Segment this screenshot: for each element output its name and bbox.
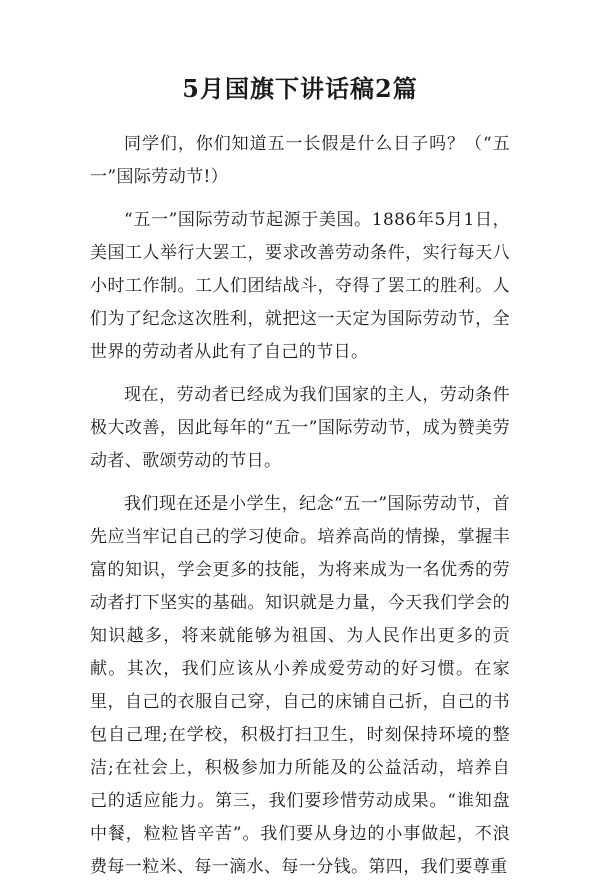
- paragraph-3: 现在，劳动者已经成为我们国家的主人，劳动条件极大改善，因此每年的“五一”国际劳动节，成为赞美劳动者、歌颂劳动的节日。: [90, 385, 510, 471]
- document-title: 5月国旗下讲话稿2篇: [182, 74, 418, 103]
- paragraph-2: “五一”国际劳动节起源于美国。1886年5月1日，美国工人举行大罢工，要求改善劳动条件，实行每天八小时工作制。工人们团结战斗，夺得了罢工的胜利。人们为了纪念这次胜利，就把这一天定为国际劳动节，全世界的劳动者从此有了自己的节日。: [90, 210, 510, 362]
- paragraph-4: 我们现在还是小学生，纪念“五一”国际劳动节，首先应当牢记自己的学习使命。培养高尚的情操，掌握丰富的知识，学会更多的技能，为将来成为一名优秀的劳动者打下坚实的基础。知识就是力量，今天我们学会的知识越多，将来就能够为祖国、为人民作出更多的贡献。其次，我们应该从小养成爱劳动的好习惯。在家里，自己的衣服自己穿，自己的床铺自己折，自己的书包自己理;在学校，积极打扫卫生，时刻保持环境的整洁;在社会上，积极参加力所能及的公益活动，培养自己的适应能力。第三，我们要珍惜劳动成果。“谁知盘中餐，粒粒皆辛苦”。我们要从身边的小事做起，不浪费每一粒米、每一滴水、每一分钱。第四，我们要尊重: [90, 494, 510, 877]
- paragraph-1: 同学们，你们知道五一长假是什么日子吗？（“五一”国际劳动节!）: [90, 134, 510, 187]
- document-body: [90, 128, 510, 884]
